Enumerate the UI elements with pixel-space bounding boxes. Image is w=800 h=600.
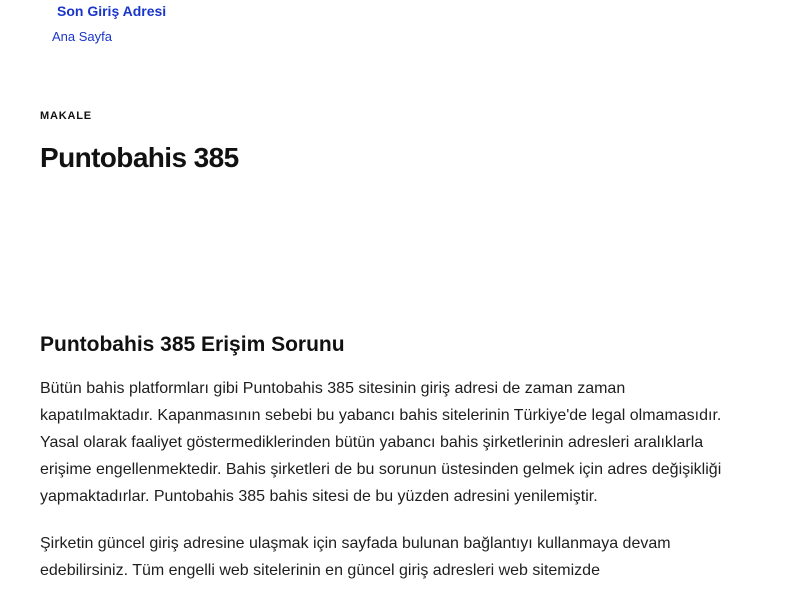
page-title: Puntobahis 385 [40, 142, 239, 173]
site-title-link[interactable]: Son Giriş Adresi [57, 3, 167, 19]
home-link[interactable]: Ana Sayfa [52, 29, 112, 44]
category-label: MAKALE [40, 110, 92, 122]
article-paragraph: Bütün bahis platformları gibi Puntobahis 385 sitesinin giriş adresi de zaman zaman kapatılmaktadır. Kapanmasının sebebi bu yabancı bahis sitelerinin Türkiye'de legal olmamasıdır. Yasal olarak faaliyet göstermediklerinden bütün yabancı bahis şirketlerinin adresleri aralıklarla erişime engellenmektedir. Bahis şirketleri de bu sorunun üstesinden gelmek için adres değişikliği yapmaktadırlar. Puntobahis 385 bahis sitesi de bu yüzden adresini yenilemiştir. [40, 380, 722, 505]
section-heading: Puntobahis 385 Erişim Sorunu [40, 333, 345, 356]
article-content [40, 375, 740, 600]
article-paragraph: Şirketin güncel giriş adresine ulaşmak için sayfada bulunan bağlantıyı kullanmaya devam edebilirsiniz. Tüm engelli web sitelerinin en güncel giriş adresleri web sitemizde [40, 535, 671, 579]
